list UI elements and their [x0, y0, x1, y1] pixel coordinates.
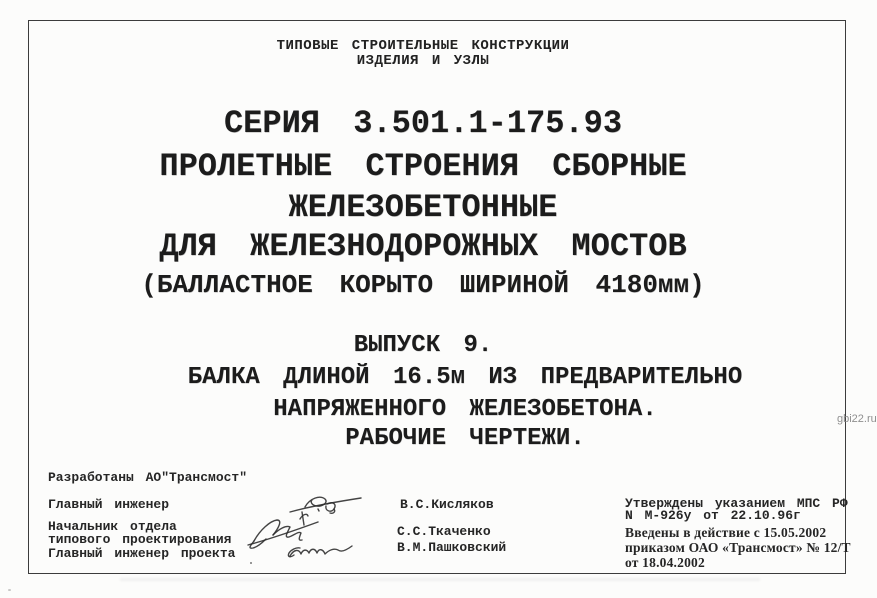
issue-line1: БАЛКА ДЛИНОЙ 16.5м ИЗ ПРЕДВАРИТЕЛЬНО — [187, 364, 743, 391]
site-watermark: gbi22.ru — [837, 413, 877, 425]
role-dept-head-line1: Начальник отдела — [48, 519, 177, 534]
role-project-chief-engineer: Главный инженер проекта — [48, 546, 236, 561]
approval-line2: N М-926у от 22.10.96г — [625, 508, 801, 523]
issue-label: ВЫПУСК 9. — [353, 332, 493, 359]
scan-smudge — [120, 578, 760, 581]
developed-by-label: Разработаны АО"Трансмост" — [48, 470, 248, 485]
name-pashkovsky: В.М.Пашковский — [397, 540, 507, 555]
approval-line3: Введены в действие с 15.05.2002 — [625, 525, 827, 540]
issue-line2: НАПРЯЖЕННОГО ЖЕЛЕЗОБЕТОНА. — [273, 396, 657, 423]
role-dept-head-line2: типового проектирования — [48, 532, 232, 547]
approval-line4: приказом ОАО «Трансмост» № 12/Т — [625, 540, 851, 555]
title-series: СЕРИЯ 3.501.1-175.93 — [223, 105, 623, 142]
scan-noise-dot — [250, 562, 252, 564]
doc-header-line1: ТИПОВЫЕ СТРОИТЕЛЬНЫЕ КОНСТРУКЦИИ — [276, 38, 570, 54]
title-line4: (БАЛЛАСТНОЕ КОРЫТО ШИРИНОЙ 4180мм) — [141, 270, 705, 300]
name-tkachenko: С.С.Ткаченко — [397, 524, 491, 539]
name-kislyakov: В.С.Кисляков — [400, 497, 494, 512]
issue-line3: РАБОЧИЕ ЧЕРТЕЖИ. — [345, 425, 585, 452]
title-line3: ДЛЯ ЖЕЛЕЗНОДОРОЖНЫХ МОСТОВ — [159, 228, 687, 265]
title-line1: ПРОЛЕТНЫЕ СТРОЕНИЯ СБОРНЫЕ — [159, 148, 687, 185]
approval-line5: от 18.04.2002 — [625, 555, 705, 570]
scan-noise-dot-bottom-left — [8, 589, 11, 591]
approval-line1: Утверждены указанием МПС РФ — [625, 496, 848, 511]
handwritten-signatures — [230, 485, 400, 575]
doc-header-line2: ИЗДЕЛИЯ И УЗЛЫ — [356, 53, 490, 69]
title-line2: ЖЕЛЕЗОБЕТОННЫЕ — [288, 189, 558, 226]
role-chief-engineer: Главный инженер — [48, 497, 170, 512]
